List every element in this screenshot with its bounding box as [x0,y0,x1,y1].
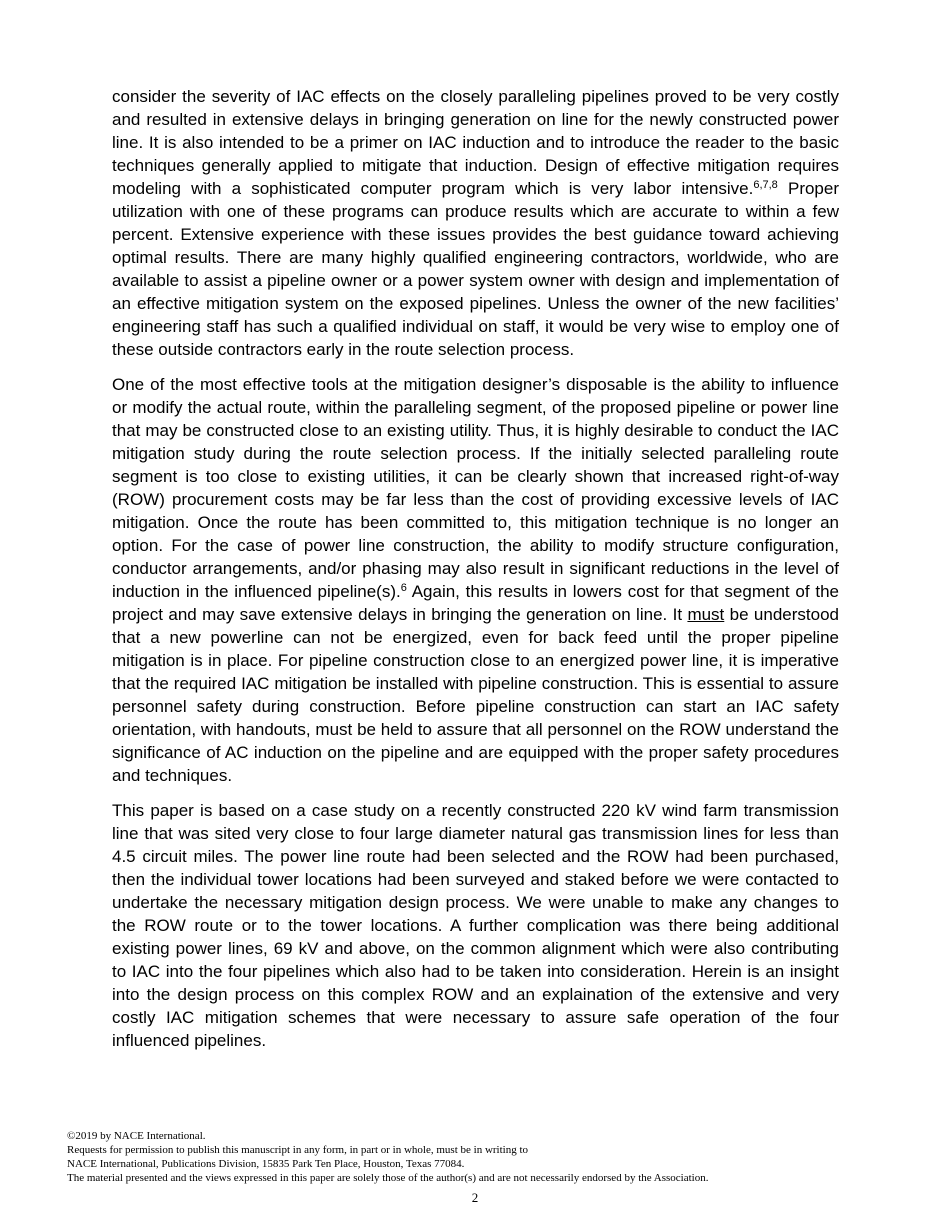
footer-address: NACE International, Publications Division, 15835 Park Ten Place, Houston, Texas 77084. [67,1158,465,1170]
paragraph-1-text-a: consider the severity of IAC effects on the closely paralleling pipelines proved to be very costly and resulted in extensive delays in bringing generation on line for the newly constructed power line. It is also intended to be a primer on IAC induction and to introduce the reader to the basic techniques generally applied to mitigate that induction. Design of effective mitigation requires modeling with a sophisticated computer program which is very labor intensive. [112,87,839,198]
paragraph-1 [112,85,839,361]
footer-permission: Requests for permission to publish this manuscript in any form, in part or in whole, must be in writing to [67,1144,529,1156]
citation-superscript: 6,7,8 [753,179,778,191]
page-number: 2 [471,1190,479,1205]
paragraph-2-text-b: Again, this results in lowers cost for that segment of the project and may save extensive delays in bringing the generation on line. It [112,582,840,624]
footer-notice [67,1129,887,1185]
paragraph-2-text-c: be understood that a new powerline can not be energized, even for back feed until the proper pipeline mitigation is in place. For pipeline construction close to an energized power line, it is imperative that the required IAC mitigation be installed with pipeline construction. This is essential to assure personnel safety during construction. Before pipeline construction can start an IAC safety orientation, with handouts, must be held to assure that all personnel on the ROW understand the significance of AC induction on the pipeline and are equipped with the proper safety procedures and techniques. [112,605,839,785]
underlined-word: must [687,605,725,624]
footer-disclaimer: The material presented and the views expressed in this paper are solely those of the author(s) and are not necessarily endorsed by the Association. [67,1172,709,1184]
paragraph-2-text-a: One of the most effective tools at the mitigation designer’s disposable is the ability to influence or modify the actual route, within the paralleling segment, of the proposed pipeline or power line that may be constructed close to an existing utility. Thus, it is highly desirable to conduct the IAC mitigation study during the route selection process. If the initially selected paralleling route segment is too close to existing utilities, it can be clearly shown that increased right-of-way (ROW) procurement costs may be far less than the cost of providing excessive levels of IAC mitigation. Once the route has been committed to, this mitigation technique is no longer an option. For the case of power line construction, the ability to modify structure configuration, conductor arrangements, and/or phasing may also result in significant reductions in the level of induction in the influenced pipeline(s). [112,375,839,601]
body-text [112,85,839,1064]
footer-copyright: ©2019 by NACE International. [67,1130,206,1142]
paragraph-1-text-b: Proper utilization with one of these programs can produce results which are accurate to within a few percent. Extensive experience with these issues provides the best guidance toward achieving optimal results. There are many highly qualified engineering contractors, worldwide, who are available to assist a pipeline owner or a power system owner with design and implementation of an effective mitigation system on the exposed pipelines. Unless the owner of the new facilities’ engineering staff has such a qualified individual on staff, it would be very wise to employ one of these outside contractors early in the route selection process. [112,179,839,359]
paragraph-3: This paper is based on a case study on a recently constructed 220 kV wind farm transmission line that was sited very close to four large diameter natural gas transmission lines for less than 4.5 circuit miles. The power line route had been selected and the ROW had been purchased, then the individual tower locations had been surveyed and staked before we were contacted to undertake the necessary mitigation design process. We were unable to make any changes to the ROW route or to the tower locations. A further complication was there being additional existing power lines, 69 kV and above, on the common alignment which were also contributing to IAC into the four pipelines which also had to be taken into consideration. Herein is an insight into the design process on this complex ROW and an explaination of the extensive and very costly IAC mitigation schemes that were necessary to assure safe operation of the four influenced pipelines. [112,801,839,1050]
citation-superscript: 6 [400,582,407,594]
paragraph-2 [112,373,839,787]
